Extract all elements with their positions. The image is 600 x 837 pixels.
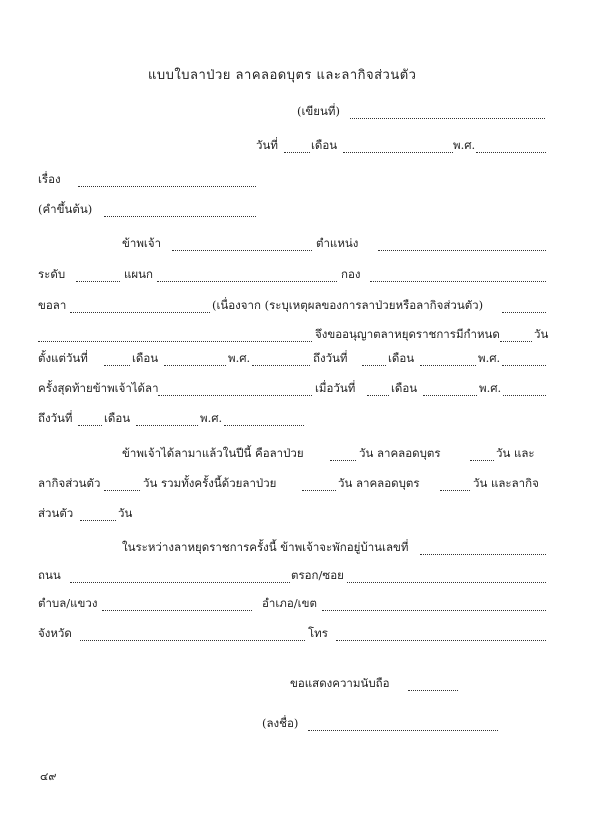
date-year-label: พ.ศ. (453, 138, 476, 152)
leave-days-field[interactable] (500, 341, 532, 342)
date-day-label: วันที่ (256, 138, 278, 152)
subdistrict-field[interactable] (102, 610, 252, 611)
district-field[interactable] (322, 610, 546, 611)
reason-field-end[interactable] (502, 312, 546, 313)
alley-field[interactable] (347, 582, 546, 583)
days2-label: วัน (118, 506, 133, 520)
salutation-label: (คำขึ้นต้น) (38, 202, 93, 216)
request-leave-text: จึงขออนุญาตลาหยุดราชการมีกำหนด (315, 327, 500, 341)
phone-label: โทร (308, 626, 328, 640)
sign-label: (ลงชื่อ) (262, 716, 299, 730)
last-to-year-field[interactable] (224, 425, 304, 426)
subject-label: เรื่อง (38, 172, 61, 186)
address-intro: ในระหว่างลาหยุดราชการครั้งนี้ ข้าพเจ้าจะพักอยู่บ้านเลขที่ (122, 540, 409, 554)
last-to-day-field[interactable] (78, 425, 102, 426)
last-day-field[interactable] (367, 395, 389, 396)
from-year-field[interactable] (252, 365, 310, 366)
to-date-label: ถึงวันที่ (313, 351, 348, 365)
last-to-month-field[interactable] (136, 425, 198, 426)
from-year-label: พ.ศ. (228, 351, 251, 365)
last-to-year-label: พ.ศ. (200, 411, 223, 425)
name-field[interactable] (172, 250, 312, 251)
signature-field[interactable] (308, 730, 498, 731)
district-label: อำเภอ/เขต (262, 596, 317, 610)
date-year-field[interactable] (476, 152, 546, 153)
date-month-label: เดือน (311, 138, 338, 152)
salutation-field[interactable] (104, 216, 256, 217)
from-month-label: เดือน (132, 351, 159, 365)
last-to-date-label: ถึงวันที่ (38, 411, 73, 425)
to-month-label: เดือน (388, 351, 415, 365)
section-field[interactable] (157, 281, 337, 282)
last-month-label: เดือน (391, 381, 418, 395)
level-field[interactable] (76, 281, 120, 282)
total-sick-field[interactable] (302, 490, 336, 491)
last-month-field[interactable] (423, 395, 477, 396)
fiscal-leave-text: ข้าพเจ้าได้ลามาแล้วในปีนี้ คือลาป่วย (122, 446, 304, 460)
road-field[interactable] (70, 582, 290, 583)
to-year-label: พ.ศ. (478, 351, 501, 365)
written-at-field[interactable] (350, 118, 545, 119)
total-maternity-field[interactable] (440, 490, 470, 491)
province-field[interactable] (80, 640, 305, 641)
division-label: กอง (341, 267, 361, 281)
leave-type-field[interactable] (70, 312, 210, 313)
last-year-label: พ.ศ. (479, 381, 502, 395)
days-label: วัน (534, 327, 549, 341)
last-leave-label: ครั้งสุดท้ายข้าพเจ้าได้ลา (38, 381, 159, 395)
house-number-field[interactable] (420, 554, 546, 555)
road-label: ถนน (38, 568, 61, 582)
total-personal-field[interactable] (80, 520, 116, 521)
maternity-label: วัน ลาคลอดบุตร (359, 446, 441, 460)
and-personal-label: วัน และลากิจ (473, 476, 539, 490)
level-label: ระดับ (38, 267, 66, 281)
personal-label: ลากิจส่วนตัว (38, 476, 101, 490)
maternity2-label: วัน ลาคลอดบุตร (338, 476, 420, 490)
personal2-label: ส่วนตัว (38, 506, 74, 520)
phone-field[interactable] (336, 640, 546, 641)
alley-label: ตรอก/ซอย (291, 568, 344, 582)
page-number: ๔๙ (40, 770, 57, 783)
last-leave-type-field[interactable] (158, 395, 312, 396)
written-at-label: (เขียนที่) (297, 104, 340, 118)
form-title: แบบใบลาป่วย ลาคลอดบุตร และลากิจส่วนตัว (148, 68, 417, 83)
respect-label: ขอแสดงความนับถือ (290, 676, 390, 690)
to-year-field[interactable] (502, 365, 546, 366)
division-field[interactable] (370, 281, 546, 282)
reason-note: (เนื่องจาก (ระบุเหตุผลของการลาป่วยหรือลากิจส่วนตัว) (212, 298, 484, 312)
position-label: ตำแหน่ง (316, 236, 359, 250)
from-date-label: ตั้งแต่วันที่ (38, 351, 88, 365)
maternity-days-field[interactable] (470, 460, 494, 461)
request-label: ขอลา (38, 298, 67, 312)
subdistrict-label: ตำบล/แขวง (38, 596, 98, 610)
to-day-field[interactable] (362, 365, 386, 366)
date-month-field[interactable] (343, 152, 453, 153)
total-text: วัน รวมทั้งครั้งนี้ด้วยลาป่วย (143, 476, 277, 490)
province-label: จังหวัด (38, 626, 72, 640)
from-month-field[interactable] (164, 365, 226, 366)
reason-field[interactable] (38, 341, 312, 342)
me-label: ข้าพเจ้า (122, 236, 162, 250)
date-day-field[interactable] (284, 152, 310, 153)
from-day-field[interactable] (104, 365, 130, 366)
section-label: แผนก (124, 267, 153, 281)
respect-trailing-line (408, 690, 458, 691)
on-date-label: เมื่อวันที่ (315, 381, 356, 395)
sick-days-field[interactable] (330, 460, 356, 461)
personal-days-field[interactable] (104, 490, 140, 491)
to-month-field[interactable] (420, 365, 476, 366)
subject-field[interactable] (78, 186, 256, 187)
and-label: วัน และ (496, 446, 535, 460)
position-field[interactable] (378, 250, 546, 251)
last-year-field[interactable] (503, 395, 546, 396)
last-to-month-label: เดือน (104, 411, 131, 425)
